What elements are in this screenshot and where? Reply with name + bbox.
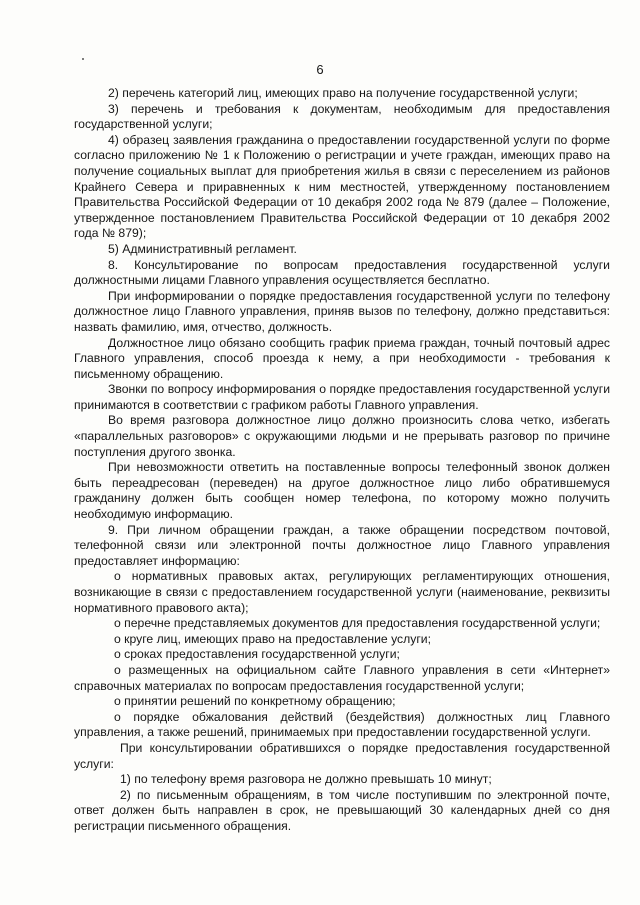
paragraph: При информировании о порядке предоставления государственной услуги по телефону должностное лицо Главного управления, приняв вызов по телефону, должно представиться: назвать фамилию, имя, отчество, должность. [74, 288, 610, 334]
page-number: 6 [316, 62, 324, 77]
paragraph: 3) перечень и требования к документам, необходимым для предоставления государственной услуги; [74, 101, 610, 132]
paragraph: 9. При личном обращении граждан, а также обращении посредством почтовой, телефонной связи или электронной почты должностное лицо Главного управления предоставляет информацию: [74, 522, 610, 568]
paragraph: Должностное лицо обязано сообщить график приема граждан, точный почтовый адрес Главного управления, способ проезда к нему, а при необходимости - требования к письменному обращению. [74, 335, 610, 381]
paragraph: При консультировании обратившихся о порядке предоставления государственной услуги: [74, 740, 610, 771]
paragraph: 4) образец заявления гражданина о предоставлении государственной услуги по форме согласно приложению № 1 к Положению о регистрации и учете граждан, имеющих право на получение социальных выплат для приобретения жилья в связи с переселением из районов Крайнего Севера и приравненных к ним местностей, утвержденному постановлением Правительства Российской Федерации от 10 декабря 2002 года № 879 (далее – Положение, утвержденное постановлением Правительства Российской Федерации от 10 декабря 2002 года № 879); [74, 132, 610, 241]
list-item: о порядке обжалования действий (бездействия) должностных лиц Главного управления, а также решений, принимаемых при предоставлении государственной услуги. [74, 709, 610, 740]
list-item: о нормативных правовых актах, регулирующих регламентирующих отношения, возникающие в связи с предоставлением государственной услуги (наименование, реквизиты нормативного правового акта); [74, 569, 610, 615]
list-item: о перечне представляемых документов для предоставления государственной услуги; [114, 616, 601, 631]
paragraph: 2) перечень категорий лиц, имеющих право на получение государственной услуги; [108, 86, 578, 100]
paragraph: При невозможности ответить на поставленные вопросы телефонный звонок должен быть переадресован (переведен) на другое должностное лицо либо обратившемуся гражданину должен быть сообщен номер телефона, по которому можно получить необходимую информацию. [74, 460, 610, 522]
paragraph: Во время разговора должностное лицо должно произносить слова четко, избегать «параллельных разговоров» с окружающими людьми и не прерывать разговор по причине поступления другого звонка. [74, 413, 610, 459]
list-item: 2) по письменным обращениям, в том числе поступившим по электронной почте, ответ должен быть направлен в срок, не превышающий 30 календарных дней со дня регистрации письменного обращения. [74, 787, 610, 833]
list-item: о круге лиц, имеющих право на предоставление услуги; [114, 631, 431, 646]
list-item: о принятии решений по конкретному обращению; [114, 694, 396, 709]
list-item: о размещенных на официальном сайте Главного управления в сети «Интернет» справочных материалах по вопросам предоставления государственной услуги; [74, 662, 610, 693]
paragraph: 8. Консультирование по вопросам предоставления государственной услуги должностными лицами Главного управления осуществляется бесплатно. [74, 257, 610, 288]
list-item: 1) по телефону время разговора не должно превышать 10 минут; [120, 772, 492, 787]
scan-speck [82, 58, 84, 60]
document-body [74, 86, 610, 835]
list-item: о сроках предоставления государственной услуги; [114, 647, 400, 662]
paragraph: 5) Административный регламент. [108, 241, 297, 256]
paragraph: Звонки по вопросу информирования о порядке предоставления государственной услуги принимаются в соответствии с графиком работы Главного управления. [74, 382, 610, 412]
